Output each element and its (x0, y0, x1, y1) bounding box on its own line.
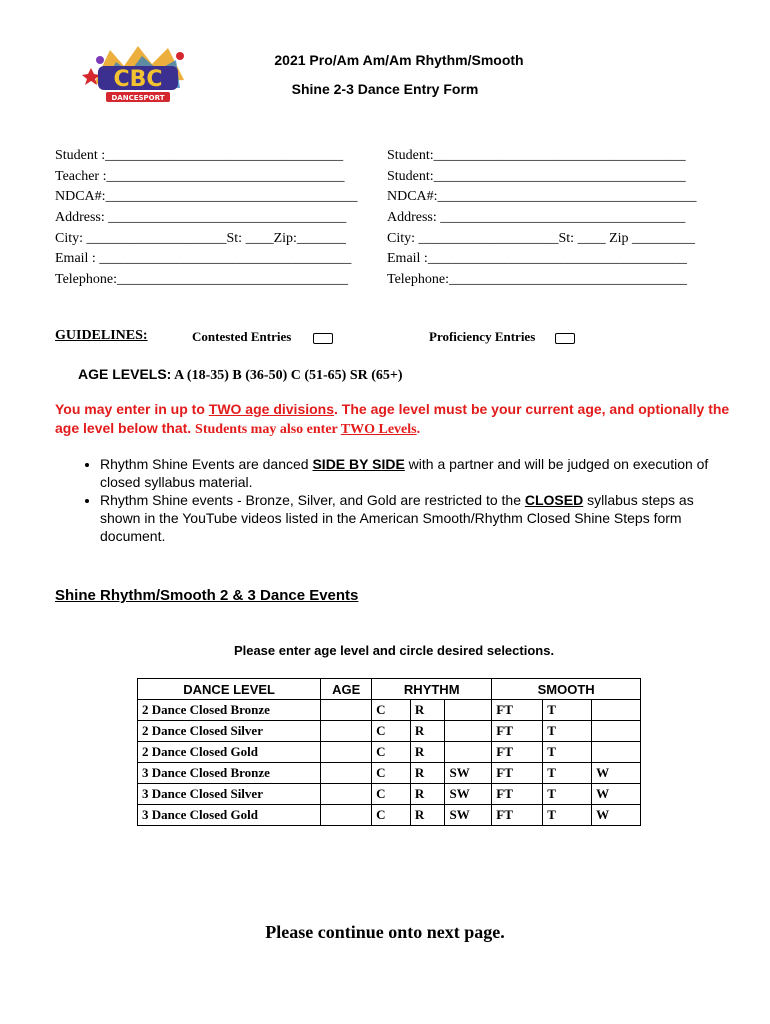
smooth-tango[interactable]: T (543, 805, 592, 826)
ndca2-field[interactable]: NDCA#:_____________________________________ (387, 189, 697, 205)
smooth-waltz[interactable]: W (592, 784, 641, 805)
rhythm-swing[interactable] (445, 721, 492, 742)
smooth-waltz[interactable] (592, 700, 641, 721)
rhythm-swing[interactable]: SW (445, 763, 492, 784)
smooth-tango[interactable]: T (543, 784, 592, 805)
rhythm-rumba[interactable]: R (410, 742, 445, 763)
smooth-foxtrot[interactable]: FT (492, 721, 543, 742)
right-contact-fields (387, 147, 697, 292)
smooth-tango[interactable]: T (543, 721, 592, 742)
rhythm-cha-cha[interactable]: C (372, 763, 411, 784)
dance-events-table (137, 678, 641, 826)
header-rhythm: RHYTHM (372, 679, 492, 700)
smooth-foxtrot[interactable]: FT (492, 763, 543, 784)
rule-closed-syllabus: • Rhythm Shine events - Bronze, Silver, and Gold are restricted to the CLOSED syllabus steps as shown in the YouTube videos listed in the American Smooth/Rhythm Closed Shine Steps form document. (100, 491, 735, 545)
rule-side-by-side: • Rhythm Shine Events are danced SIDE BY SIDE with a partner and will be judged on execution of closed syllabus material. (100, 455, 735, 491)
proficiency-entries-label: Proficiency Entries (429, 329, 536, 344)
rhythm-cha-cha[interactable]: C (372, 721, 411, 742)
contested-entries-checkbox[interactable] (313, 333, 333, 344)
table-row (138, 763, 641, 784)
table-header-row (138, 679, 641, 700)
table-row (138, 721, 641, 742)
age-input-cell[interactable] (321, 784, 372, 805)
telephone2-field[interactable]: Telephone:__________________________________ (387, 272, 687, 288)
left-contact-fields (55, 147, 358, 292)
table-row (138, 784, 641, 805)
rhythm-rumba[interactable]: R (410, 784, 445, 805)
rhythm-swing[interactable] (445, 742, 492, 763)
notice-two-levels: TWO Levels (340, 422, 417, 437)
smooth-waltz[interactable]: W (592, 805, 641, 826)
smooth-tango[interactable]: T (543, 763, 592, 784)
rhythm-cha-cha[interactable]: C (372, 742, 411, 763)
table-row (138, 805, 641, 826)
header-age: AGE (321, 679, 372, 700)
table-row (138, 700, 641, 721)
student3-field[interactable]: Student:____________________________________ (387, 168, 686, 184)
row-dance-level: 2 Dance Closed Gold (138, 742, 321, 763)
rhythm-rumba[interactable]: R (410, 721, 445, 742)
row-dance-level: 3 Dance Closed Bronze (138, 763, 321, 784)
header-smooth: SMOOTH (492, 679, 641, 700)
age-input-cell[interactable] (321, 721, 372, 742)
teacher-field[interactable]: Teacher :__________________________________ (55, 168, 345, 184)
age-input-cell[interactable] (321, 763, 372, 784)
age-levels (78, 366, 403, 384)
svg-text:DANCESPORT: DANCESPORT (111, 94, 165, 102)
ndca-field[interactable]: NDCA#:____________________________________ (55, 189, 358, 205)
age-levels-label: AGE LEVELS: (78, 366, 172, 382)
row-dance-level: 3 Dance Closed Silver (138, 784, 321, 805)
proficiency-entries-checkbox[interactable] (555, 333, 575, 344)
rhythm-cha-cha[interactable]: C (372, 784, 411, 805)
row-dance-level: 2 Dance Closed Bronze (138, 700, 321, 721)
smooth-tango[interactable]: T (543, 742, 592, 763)
city-state-zip2-field[interactable]: City: ____________________St: ____ Zip _________ (387, 230, 696, 246)
rhythm-swing[interactable]: SW (445, 805, 492, 826)
rhythm-cha-cha[interactable]: C (372, 700, 411, 721)
smooth-tango[interactable]: T (543, 700, 592, 721)
continue-notice: Please continue onto next page. (265, 922, 505, 942)
notice-text-1: You may enter in up to (55, 401, 209, 417)
email-field[interactable]: Email : ____________________________________ (55, 251, 352, 267)
rhythm-rumba[interactable]: R (410, 805, 445, 826)
rules-list (55, 455, 735, 545)
rhythm-rumba[interactable]: R (410, 763, 445, 784)
logo-lettering: CBC (113, 67, 163, 92)
guidelines-label: GUIDELINES: (55, 328, 148, 343)
age-input-cell[interactable] (321, 700, 372, 721)
smooth-waltz[interactable] (592, 742, 641, 763)
address2-field[interactable]: Address: ___________________________________ (387, 210, 686, 226)
form-title-line2: Shine 2-3 Dance Entry Form (291, 81, 479, 97)
row-dance-level: 2 Dance Closed Silver (138, 721, 321, 742)
address-field[interactable]: Address: __________________________________ (55, 210, 347, 226)
student-field[interactable]: Student :__________________________________ (55, 148, 344, 163)
smooth-foxtrot[interactable]: FT (492, 742, 543, 763)
smooth-waltz[interactable]: W (592, 763, 641, 784)
smooth-foxtrot[interactable]: FT (492, 700, 543, 721)
notice-text-4: . (416, 422, 421, 437)
rhythm-rumba[interactable]: R (410, 700, 445, 721)
age-division-notice (55, 400, 735, 439)
notice-text-2: . The age level must be your current age, and optionally the age level below that. (55, 401, 730, 436)
rhythm-swing[interactable]: SW (445, 784, 492, 805)
city-state-zip-field[interactable]: City: ____________________St: ____Zip:_______ (55, 230, 346, 246)
notice-text-3: Students may also enter (195, 422, 341, 437)
table-row (138, 742, 641, 763)
rhythm-swing[interactable] (445, 700, 492, 721)
smooth-foxtrot[interactable]: FT (492, 784, 543, 805)
instruction-text: Please enter age level and circle desired selections. (233, 643, 555, 658)
form-title-line1: 2021 Pro/Am Am/Am Rhythm/Smooth (274, 52, 524, 68)
row-dance-level: 3 Dance Closed Gold (138, 805, 321, 826)
age-input-cell[interactable] (321, 742, 372, 763)
contested-entries-label: Contested Entries (192, 329, 292, 344)
student2-field[interactable]: Student:____________________________________ (387, 148, 686, 163)
smooth-waltz[interactable] (592, 721, 641, 742)
header-dance-level: DANCE LEVEL (138, 679, 321, 700)
age-levels-values: A (18-35) B (36-50) C (51-65) SR (65+) (171, 368, 403, 383)
telephone-field[interactable]: Telephone:_________________________________ (55, 272, 348, 288)
smooth-foxtrot[interactable]: FT (492, 805, 543, 826)
email2-field[interactable]: Email :_____________________________________ (387, 251, 687, 267)
rhythm-cha-cha[interactable]: C (372, 805, 411, 826)
age-input-cell[interactable] (321, 805, 372, 826)
section-title: Shine Rhythm/Smooth 2 & 3 Dance Events (55, 587, 359, 604)
notice-two-age-divisions: TWO age divisions (208, 401, 335, 417)
